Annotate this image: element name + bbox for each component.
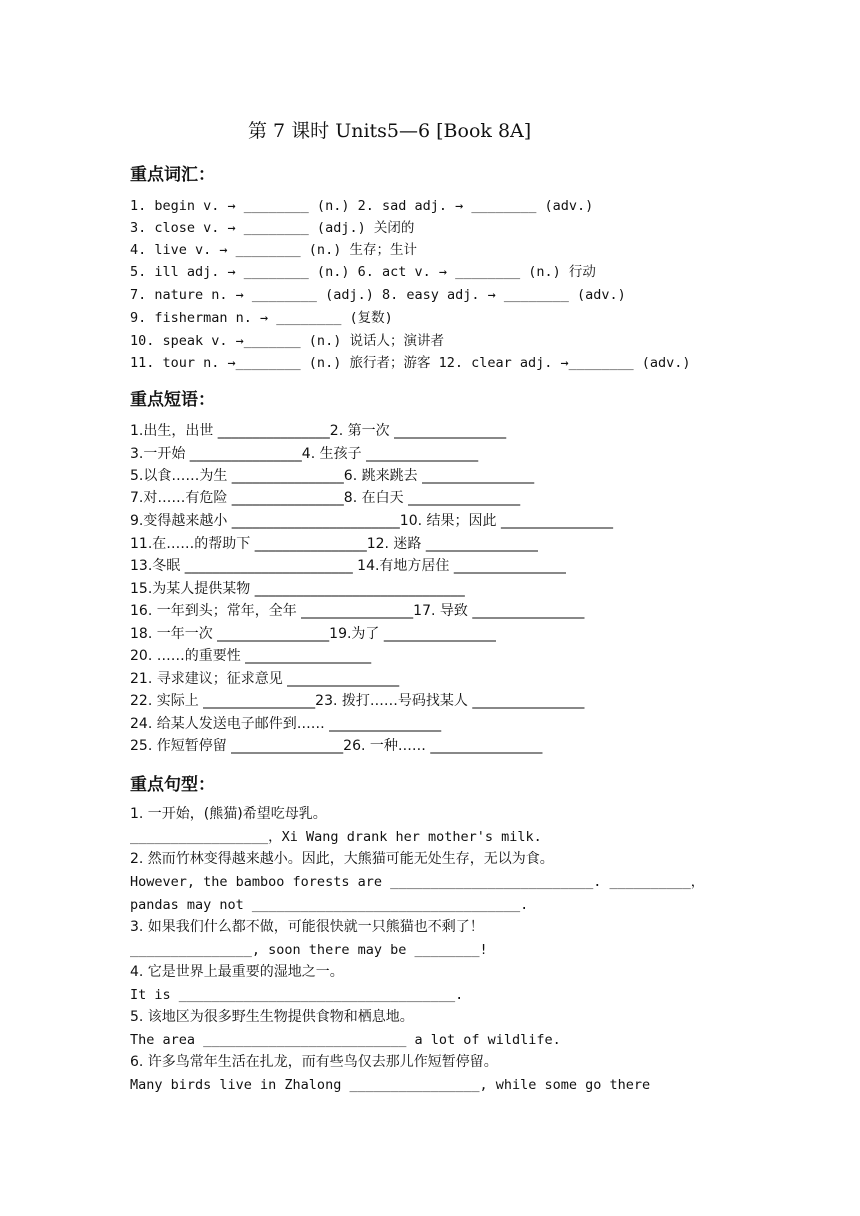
phrase-line: 11.在……的帮助下 ________________12. 迷路 ________________ [130,536,538,552]
sentence-prompt: 6. 许多鸟常年生活在扎龙，而有些鸟仅去那儿作短暂停留。 [130,1054,498,1070]
sentence-answer: _________________，Xi Wang drank her mother's milk. [130,829,542,845]
vocab-line: 7. nature n. → ________ (adj.) 8. easy adj. → ________ (adv.) [130,287,626,303]
vocab-line: 4. live v. → ________ (n.) 生存；生计 [130,242,417,258]
page-title: 第 7 课时 Units5—6 [Book 8A] [248,120,532,142]
sentence-answer: It is __________________________________. [130,987,464,1003]
sentence-prompt: 5. 该地区为很多野生生物提供食物和栖息地。 [130,1009,414,1025]
sentence-prompt: 2. 然而竹林变得越来越小。因此，大熊猫可能无处生存，无以为食。 [130,851,554,867]
phrase-line: 13.冬眠 ________________________ 14.有地方居住 ________________ [130,558,566,574]
vocab-line: 1. begin v. → ________ (n.) 2. sad adj. → ________ (adv.) [130,198,594,214]
vocab-line: 9. fisherman n. → ________ (复数) [130,310,393,326]
phrase-line: 20. ……的重要性 __________________ [130,648,372,664]
phrase-line: 18. 一年一次 ________________19.为了 ________________ [130,626,496,642]
phrases-heading: 重点短语： [130,390,215,410]
sentence-prompt: 1. 一开始，(熊猫)希望吃母乳。 [130,806,327,822]
phrase-line: 25. 作短暂停留 ________________26. 一种…… ________________ [130,738,543,754]
vocab-line: 10. speak v. →_______ (n.) 说话人；演讲者 [130,333,444,349]
phrase-line: 16. 一年到头；常年，全年 ________________17. 导致 ________________ [130,603,585,619]
phrase-line: 3.一开始 ________________4. 生孩子 ________________ [130,446,479,462]
phrase-line: 7.对……有危险 ________________8. 在白天 ________________ [130,490,521,506]
sentence-answer: Many birds live in Zhalong ________________, while some go there [130,1077,651,1093]
sentence-answer: pandas may not _________________________________. [130,897,529,913]
vocab-line: 3. close v. → ________ (adj.) 关闭的 [130,220,415,236]
phrase-line: 15.为某人提供某物 ______________________________ [130,581,465,597]
sentences-heading: 重点句型： [130,775,215,795]
phrase-line: 22. 实际上 ________________23. 拨打……号码找某人 ________________ [130,693,585,709]
sentence-answer: However, the bamboo forests are _________________________. __________， [130,874,705,890]
vocab-line: 5. ill adj. → ________ (n.) 6. act v. → ________ (n.) 行动 [130,264,596,280]
sentence-answer: The area _________________________ a lot of wildlife. [130,1032,561,1048]
phrase-line: 24. 给某人发送电子邮件到…… ________________ [130,716,442,732]
sentence-prompt: 3. 如果我们什么都不做，可能很快就一只熊猫也不剩了！ [130,919,484,935]
sentence-answer: _______________, soon there may be ________! [130,942,488,958]
phrase-line: 5.以食……为生 ________________6. 跳来跳去 ________________ [130,468,535,484]
phrase-line: 1.出生，出世 ________________2. 第一次 ________________ [130,423,507,439]
phrase-line: 21. 寻求建议；征求意见 ________________ [130,671,400,687]
vocab-line: 11. tour n. →________ (n.) 旅行者；游客 12. clear adj. →________ (adv.) [130,355,691,371]
vocab-heading: 重点词汇： [130,165,215,185]
sentence-prompt: 4. 它是世界上最重要的湿地之一。 [130,964,344,980]
phrase-line: 9.变得越来越小 ________________________10. 结果；因此 ________________ [130,513,613,529]
